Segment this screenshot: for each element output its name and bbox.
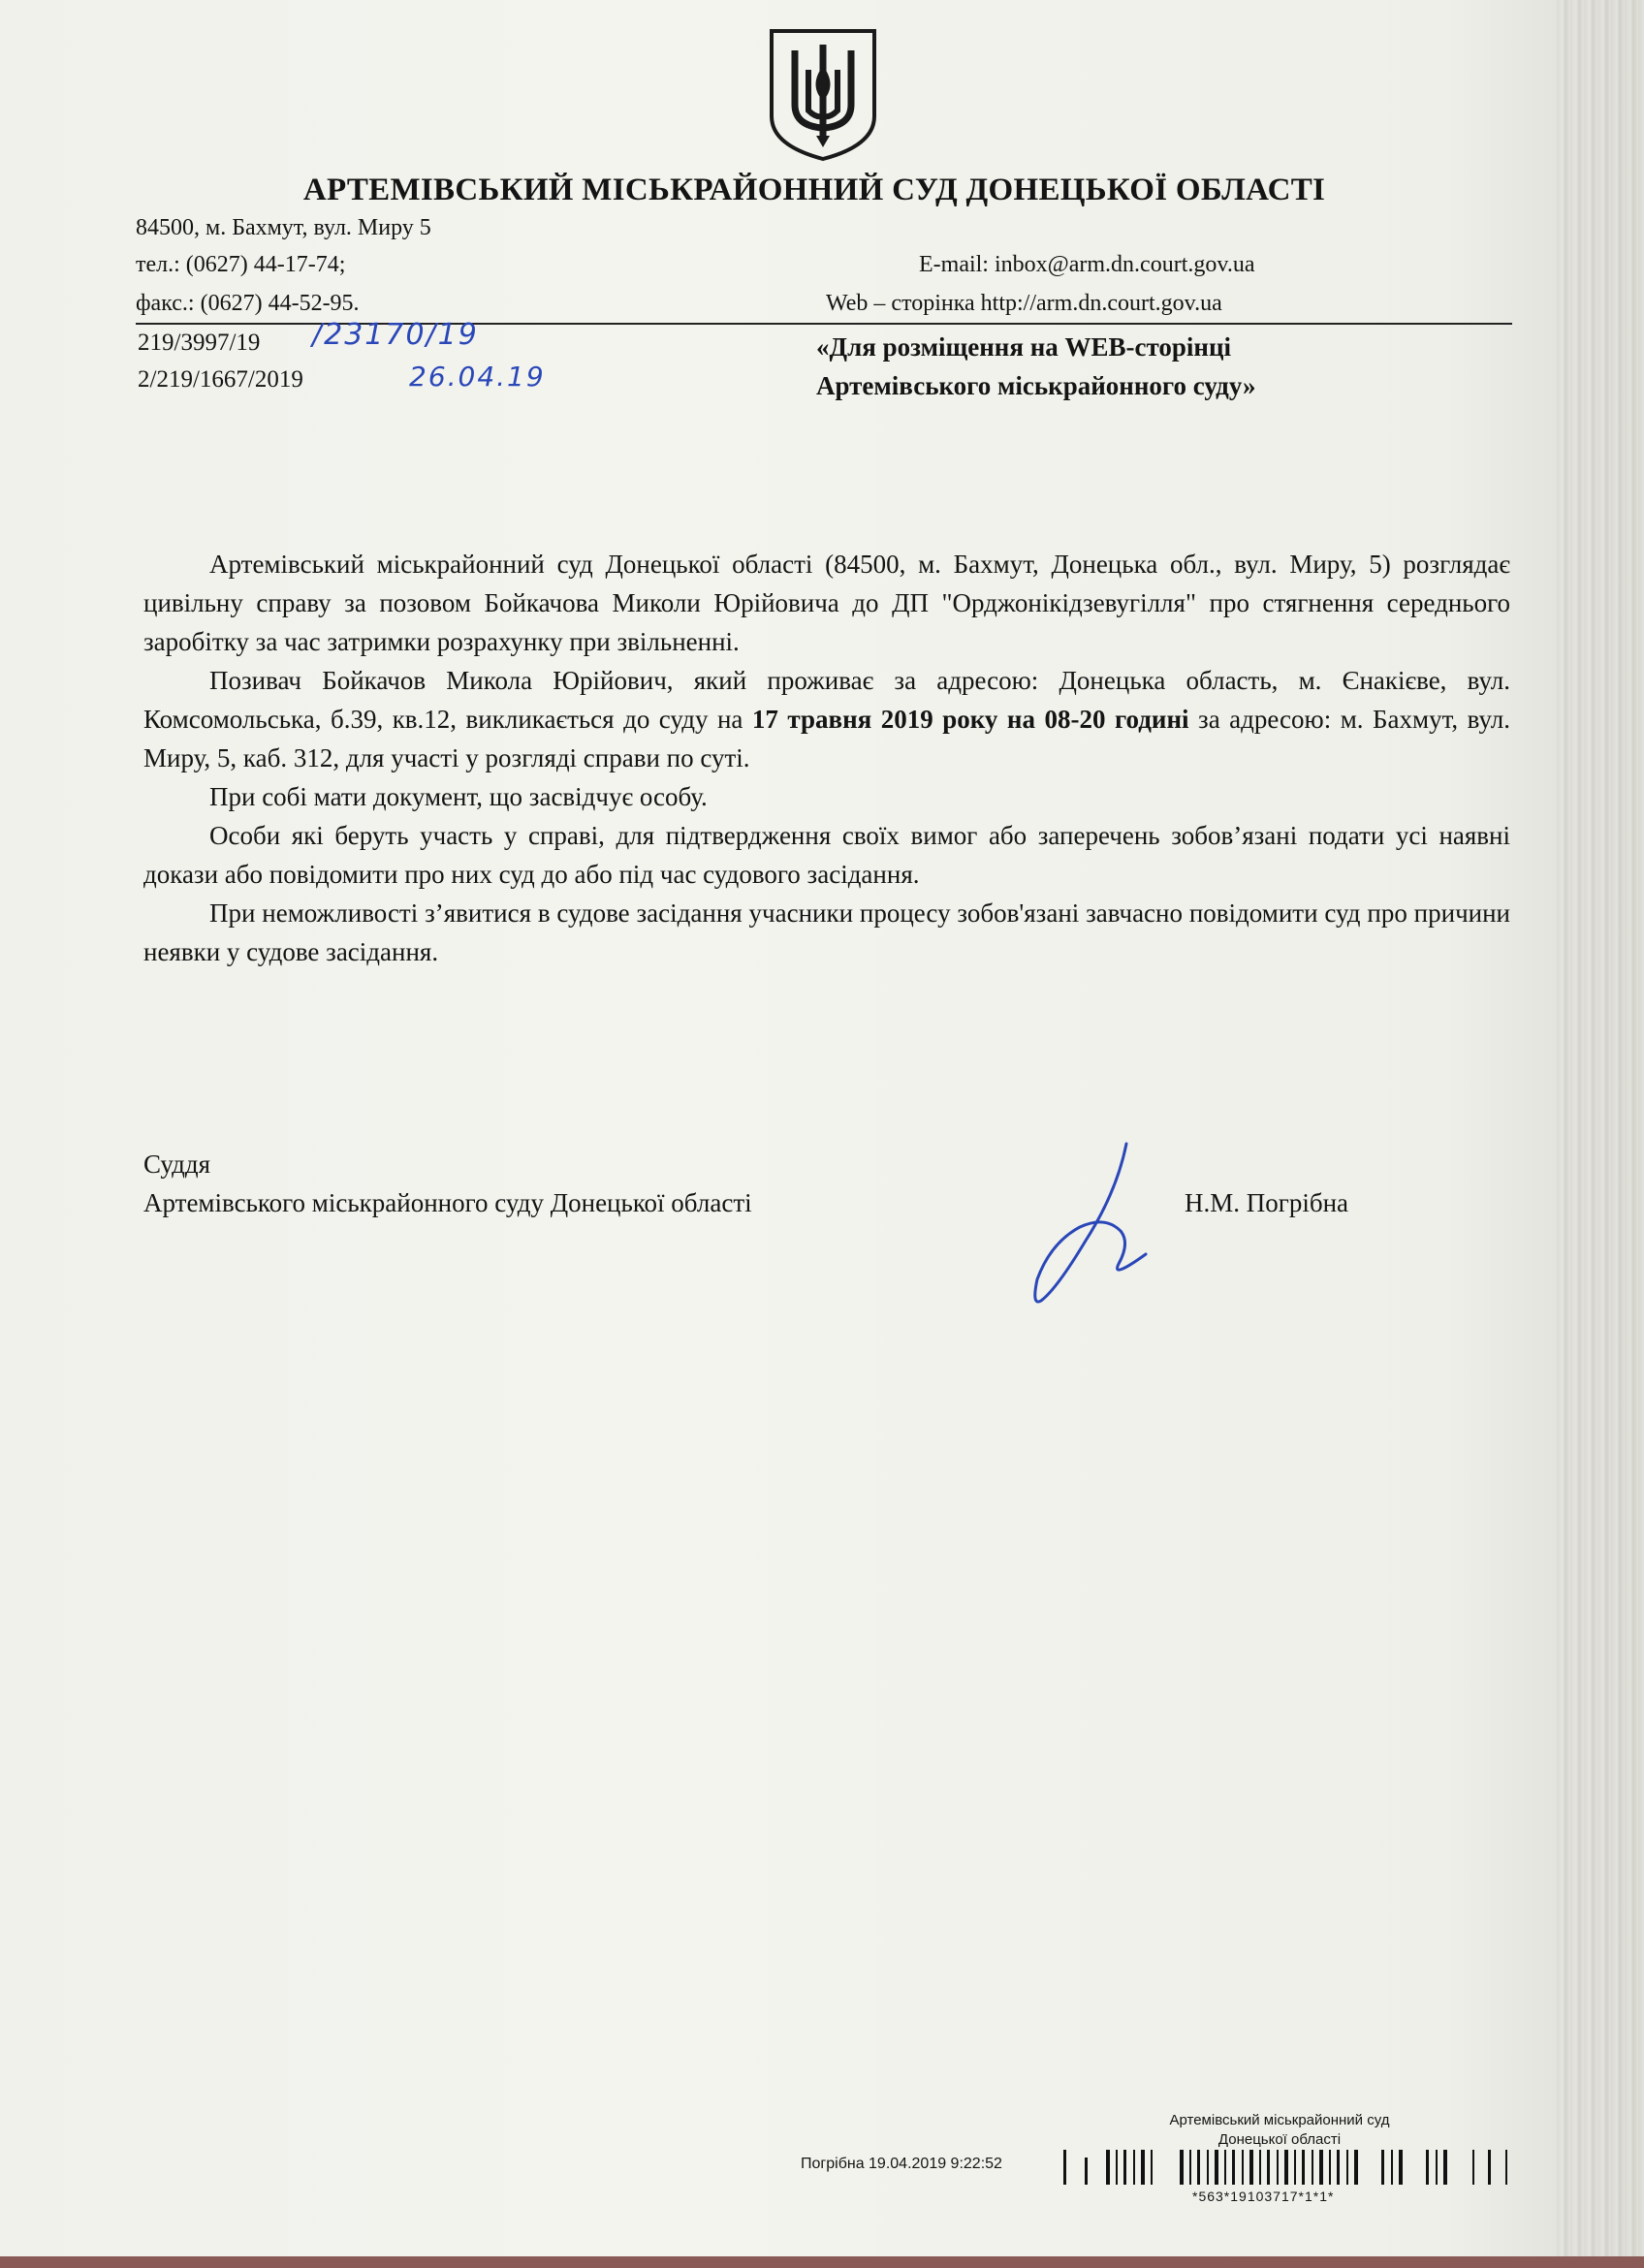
court-website: Web – сторінка http://arm.dn.court.gov.ua	[826, 291, 1222, 316]
paragraph-summons: Позивач Бойкачов Микола Юрійович, який проживає за адресою: Донецька область, м. Єнакієве, вул. Комсомольська, б.39, кв.12, викликається до суду на 17 травня 2019 року на 08-20 годині за адресою: м. Бахмут, вул. Миру, 5, каб. 312, для участі у розгляді справи по суті.	[143, 666, 1510, 772]
web-note-line-1: «Для розміщення на WEB-сторінці	[816, 332, 1232, 362]
coat-of-arms-icon	[766, 27, 880, 163]
judge-court: Артемівського міськрайонного суду Донецької області	[143, 1188, 752, 1217]
judge-title: Суддя	[143, 1150, 211, 1179]
paragraph-id-document: При собі мати документ, що засвідчує особу.	[209, 782, 708, 811]
paragraph-evidence: Особи які беруть участь у справі, для підтвердження своїх вимог або заперечень зобов’язані подати усі наявні докази або повідомити про них суд до або під час судового засідання.	[143, 821, 1510, 889]
court-address: 84500, м. Бахмут, вул. Миру 5	[136, 215, 431, 240]
case-number: 219/3997/19	[138, 330, 261, 356]
paragraph-case: Артемівський міськрайонний суд Донецької області (84500, м. Бахмут, Донецька обл., вул. Миру, 5) розглядає цивільну справу за позовом Бойкачова Миколи Юрійовича до ДП "Орджонікідзевугілля" про стягнення середнього заробітку за час затримки розрахунку при звільненні.	[143, 550, 1510, 656]
registry-stamp-court: Артемівський міськрайонний суд Донецької області	[1169, 2112, 1390, 2148]
web-placement-note	[816, 328, 1359, 405]
barcode-icon	[1061, 2150, 1517, 2185]
handwritten-reg-date: 26.04.19	[409, 361, 546, 393]
paragraph-absence: При неможливості з’явитися в судове засідання учасники процесу зобов'язані завчасно повідомити суд про причини неявки у судове засідання.	[143, 898, 1510, 966]
court-fax: факс.: (0627) 44-52-95.	[136, 291, 360, 316]
page-edge-shadow	[1557, 0, 1644, 2268]
proceeding-number: 2/219/1667/2019	[138, 366, 303, 393]
handwritten-signature	[1008, 1134, 1183, 1328]
judge-name: Н.М. Погрібна	[1185, 1188, 1349, 1217]
notice-body	[143, 545, 1510, 971]
hearing-datetime: 17 травня 2019 року на 08-20 годині	[751, 705, 1189, 734]
registry-stamp-date: Погрібна 19.04.2019 9:22:52	[801, 2156, 1002, 2172]
court-email: E-mail: inbox@arm.dn.court.gov.ua	[919, 252, 1255, 277]
web-note-line-2: Артемівського міськрайонного суду»	[816, 371, 1256, 400]
court-phone: тел.: (0627) 44-17-74;	[136, 252, 346, 277]
handwritten-reg-number: /23170/19	[312, 318, 479, 352]
court-title: АРТЕМІВСЬКИЙ МІСЬКРАЙОННИЙ СУД ДОНЕЦЬКОЇ ОБЛАСТІ	[302, 173, 1326, 207]
scan-border	[0, 2256, 1644, 2268]
barcode-number: *563*19103717*1*1*	[1192, 2189, 1335, 2204]
